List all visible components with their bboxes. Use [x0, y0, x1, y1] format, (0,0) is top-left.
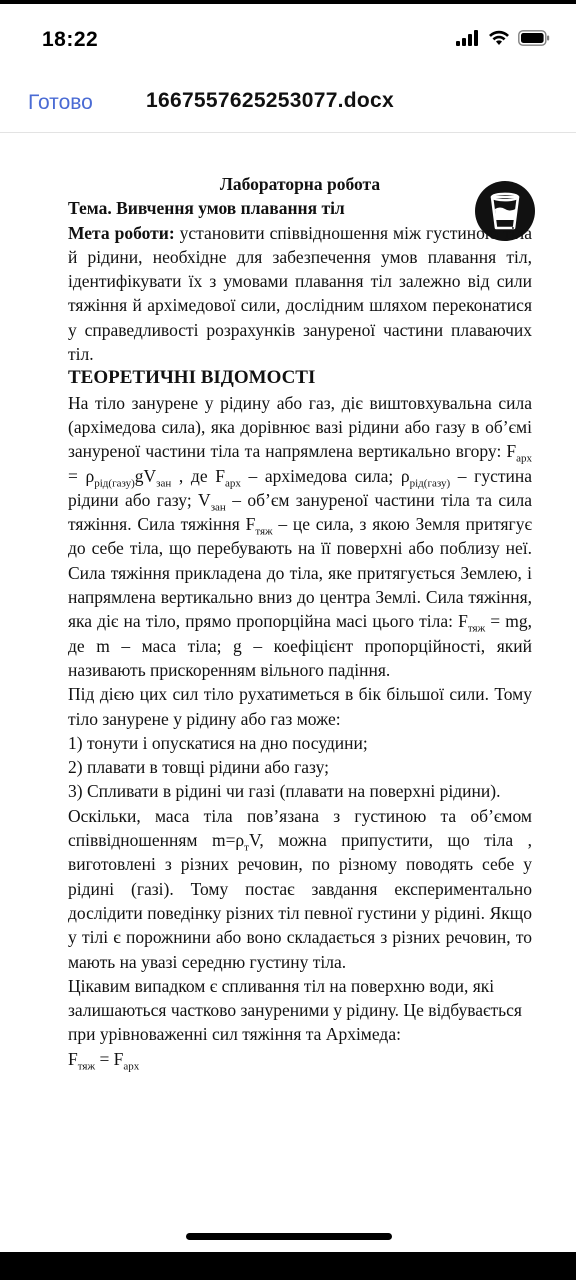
- status-bar: [0, 4, 576, 74]
- done-button[interactable]: Готово: [28, 91, 93, 114]
- equation-line: $F_{тяж} = F_{арх}$: [68, 1048, 140, 1073]
- document-title: 1667557625253077.docx: [146, 89, 395, 112]
- section-title: ТЕОРЕТИЧНІ ВІДОМОСТІ: [68, 367, 316, 389]
- goal-paragraph: [68, 221, 532, 367]
- screen-bottom-edge: [0, 1252, 576, 1280]
- home-indicator[interactable]: [186, 1233, 392, 1240]
- status-time: 18:22: [42, 28, 99, 51]
- theme-line: Тема. Вивчення умов плавання тіл: [68, 198, 345, 219]
- goal-text: установити співвідношення між густиною тіла й рідини, необхідне для забезпечення умов плавання тіл, ідентифікувати їх з умовами плавання тіл залежно від сили тяжіння й архімедової сили, дослідним шляхом переконатися у справедливості розрахунків зануреної частини плаваючих тіл.: [68, 222, 532, 365]
- wifi-icon: [488, 30, 510, 46]
- status-icons: [456, 30, 550, 46]
- battery-icon: [518, 30, 550, 46]
- signal-icon: [456, 30, 480, 46]
- theory-paragraph: На тіло занурене у рідину або газ, діє виштовхувальна сила (архімедова сила), яка дорівнює вазі рідини або газу в об’ємі зануреної частини тіла та напрямлена вертикально вгору: $F_{арх} = \rho_{рід(газу)}gV_{зан}$ , де $F_{арх}$ – архімедова сила; $\rho_{рід(газу)}$ – густина рідини або газу; $V_{зан}$ – об’єм зануреної частини тіла та сила тяжіння. Сила тяжіння $F_{тяж}$ – це сила, з якою Земля притягує до себе тіла, що перебувають на її поверхні або поблизу неї. Сила тяжіння прикладена до тіла, яке притягується Землею, і напрямлена вертикально вниз до центра Землі. Сила тяжіння, яка діє на тіло, прямо пропорційна масі цього тіла: $F_{тяж}$ = mg, де m – маса тіла; g – коефіцієнт пропорційності, який називають прискоренням вільного падіння.: [68, 392, 533, 680]
- density-paragraph: Оскільки, маса тіла пов’язана з густиною та об’ємом співвідношенням $m=\rho_тV$, можна припустити, що тіла , виготовлені з різних речовин, по різному поводять себе у рідині (газі). Тому постає завдання експериментально дослідити поведінку різних тіл певної густини у рідині. Якщо у тілі є порожнини або воно складається з різних речовин, то мають на увазі середню густину тіла.: [68, 805, 532, 972]
- document-content: [68, 172, 532, 1071]
- list-item: 1) тонути і опускатися на дно посудини;: [68, 732, 368, 753]
- goal-label: Мета роботи:: [68, 222, 175, 243]
- forces-paragraph: Під дією цих сил тіло рухатиметься в бік більшої сили. Тому тіло занурене у рідину або газ може:: [68, 684, 532, 729]
- lab-title: Лабораторна робота: [219, 174, 381, 194]
- navigation-bar: [0, 74, 576, 133]
- list-item: 3) Спливати в рідині чи газі (плавати на поверхні рідини).: [68, 781, 501, 802]
- list-item: 2) плавати в товщі рідини або газу;: [68, 757, 329, 778]
- floating-paragraph: Цікавим випадком є спливання тіл на поверхню води, які залишаються частково зануреними у рідину. Це відбувається при урівноваженні сил тяжіння та Архімеда:: [68, 975, 522, 1045]
